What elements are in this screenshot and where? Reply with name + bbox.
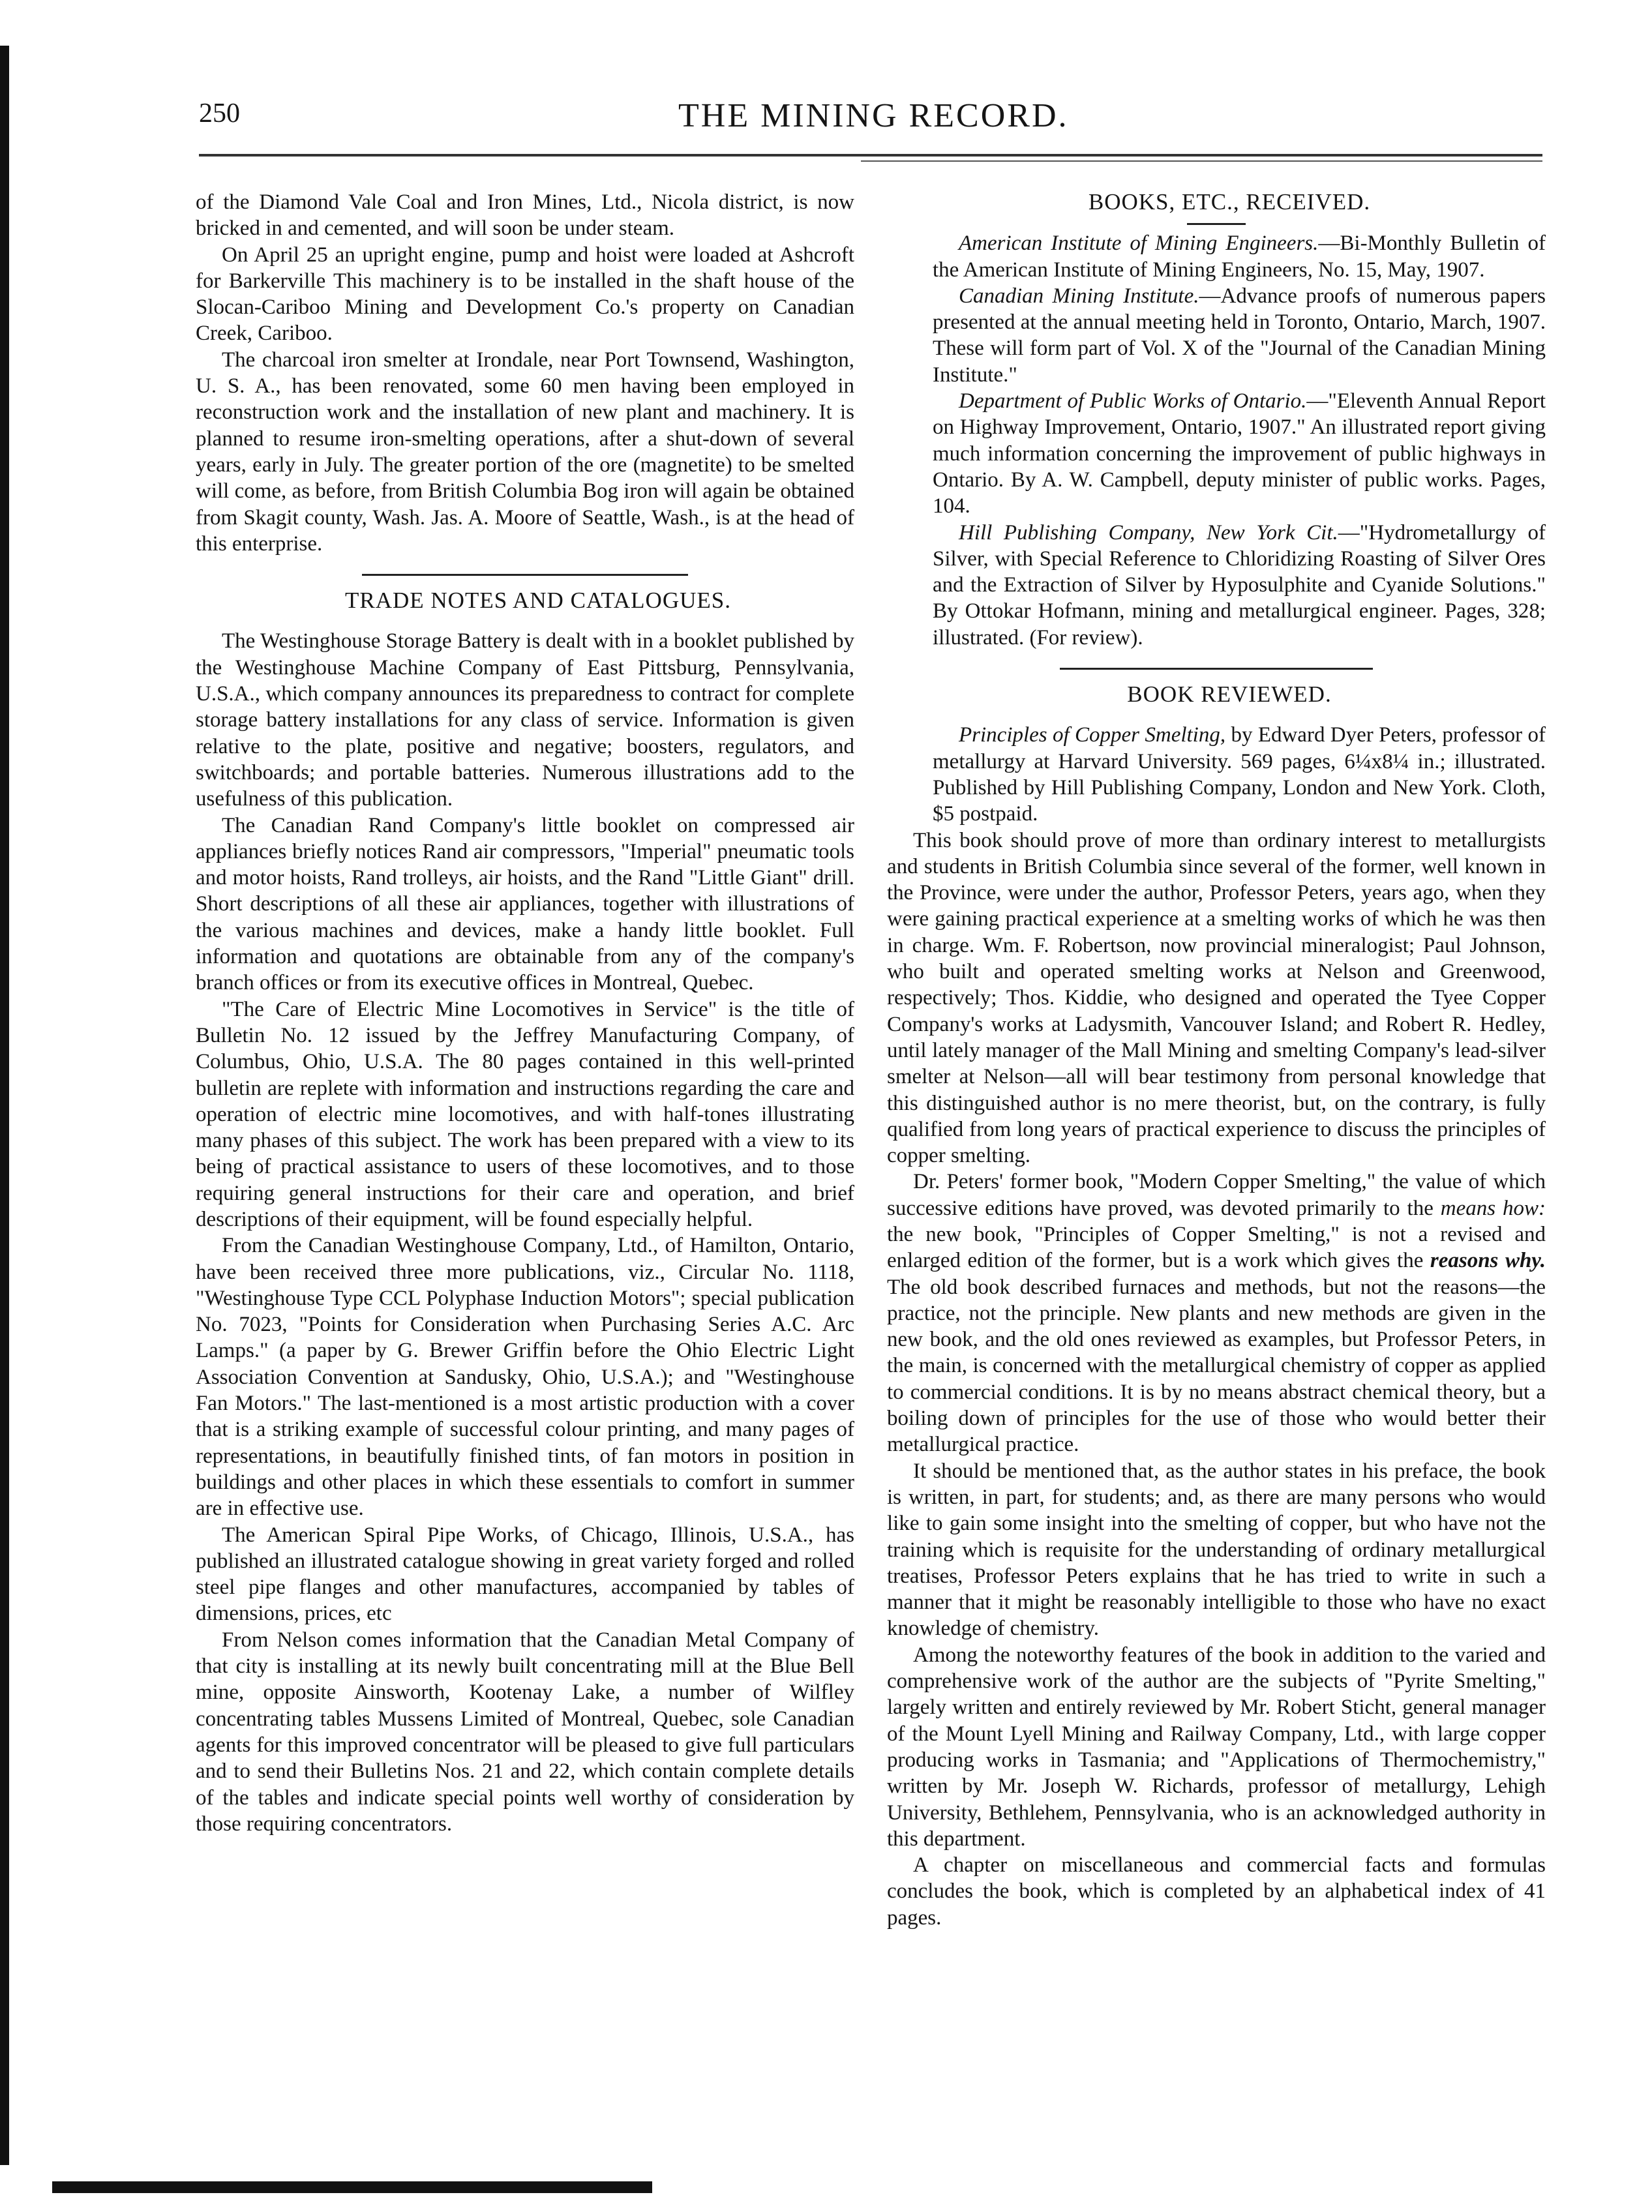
text-run: The old book described furnaces and methods, but not the reasons—the practice, not the principle. New plants and new methods are given in the new book, and the old ones reviewed as examples, but Professor Peters, in the main, is concerned with the metallurgical chemistry of copper as applied to commercial conditions. It is by no means abstract chemical theory, but a boiling down of principles for the use of those who would better their metallurgical practice. bbox=[887, 1275, 1546, 1457]
paragraph: of the Diamond Vale Coal and Iron Mines, Ltd., Nicola district, is now bricked in and cemented, and will soon be under steam. bbox=[196, 190, 854, 241]
paragraph: "The Care of Electric Mine Locomotives in Service" is the title of Bulletin No. 12 issued by the Jeffrey Manufacturing Company, of Columbus, Ohio, U.S.A. The 80 pages contained in this well-printed bulletin are replete with information and instructions regarding the care and operation of electric mine locomotives, and with half-tones illustrating many phases of this subject. The work has been prepared with a view to its being of practical assistance to users of these locomotives, and to those requiring general instructions for their care and operation, and brief descriptions of their equipment, will be found especially helpful. bbox=[196, 997, 854, 1231]
heading-rule bbox=[1187, 223, 1246, 225]
paragraph: From Nelson comes information that the Canadian Metal Company of that city is installing at its newly built concentrating mill at the Blue Bell mine, opposite Ainsworth, Kootenay Lake, a number of Wilfley concentrating tables Mussens Limited of Montreal, Quebec, sole Canadian agents for this improved concentrator will be pleased to give full particulars and to send their Bulletins Nos. 21 and 22, which contain complete details of the tables and indicate special points well worthy of consideration by those requiring concentrators. bbox=[196, 1628, 854, 1836]
journal-title: THE MINING RECORD. bbox=[678, 97, 1069, 134]
paragraph: The Westinghouse Storage Battery is dealt with in a booklet published by the Westinghouse Machine Company of East Pittsburg, Pennsylvania, U.S.A., which company announces its preparedness to contract for complete storage battery installations for any class of service. Information is given relative to the plate, positive and negative; boosters, regulators, and switchboards; and portable batteries. Numerous illustrations add to the usefulness of this publication. bbox=[196, 629, 854, 811]
book-entry-text: —Advance proofs of numerous papers presented at the annual meeting held in Toronto, Ontario, March, 1907. These will form part of Vol. X of the "Journal of the Canadian Mining Institute." bbox=[933, 284, 1546, 387]
page-number: 250 bbox=[199, 98, 240, 128]
section-heading-trade-notes: TRADE NOTES AND CATALOGUES. bbox=[345, 588, 731, 614]
text-run: Dr. Peters' former book, "Modern Copper Smelting," the value of which successive editions have proved, was devoted primarily to the bbox=[887, 1170, 1546, 1220]
spacer bbox=[196, 614, 854, 628]
paragraph: Among the noteworthy features of the book in addition to the varied and comprehensive work of the author are the subjects of "Pyrite Smelting," largely written and entirely reviewed by Mr. Robert Sticht, general manager of the Mount Lyell Mining and Railway Company, Ltd., with large copper producing works in Tasmania; and "Applications of Thermochemistry," written by Mr. Joseph W. Richards, professor of metallurgy, Lehigh University, Bethlehem, Pennsylvania, who is an acknowledged authority in this department. bbox=[887, 1643, 1546, 1851]
book-entry bbox=[887, 283, 1546, 388]
book-entry bbox=[887, 388, 1546, 519]
paragraph: The American Spiral Pipe Works, of Chicago, Illinois, U.S.A., has published an illustrated catalogue showing in great variety forged and rolled steel pipe flanges and other manufactures, accompanied by tables of dimensions, prices, etc bbox=[196, 1523, 854, 1626]
book-entry-title: Department of Public Works of Ontario. bbox=[959, 389, 1307, 413]
book-entry-text: —"Hydrometallurgy of Silver, with Special Reference to Chloridizing Roasting of Silver Ores and the Extraction of Silver by Hyposulphite and Cyanide Solutions." By Ottokar Hofmann, mining and metallurgical engineer. Pages, 328; illustrated. (For review). bbox=[933, 520, 1546, 650]
paragraph: This book should prove of more than ordinary interest to metallurgists and students in British Columbia since several of the former, well known in the Province, were under the author, Professor Peters, years ago, when they were gaining practical experience at a smelting works of which he was then in charge. Wm. F. Robertson, now provincial mineralogist; Paul Johnson, who built and operated smelting works at Nelson and Greenwood, respectively; Thos. Kiddie, who designed and operated the Tyee Copper Company's works at Ladysmith, Vancouver Island; and Robert R. Hedley, until lately manager of the Mall Mining and smelting Company's lead-silver smelter at Nelson—all will bear testimony from personal knowledge that this distinguished author is no mere theorist, but, on the contrary, is fully qualified from long years of practical experience to discuss the principles of copper smelting. bbox=[887, 828, 1546, 1168]
section-heading-books-received: BOOKS, ETC., RECEIVED. bbox=[1088, 189, 1371, 215]
paragraph bbox=[887, 1169, 1546, 1457]
left-column bbox=[196, 189, 854, 1837]
section-rule bbox=[362, 574, 688, 576]
spacer bbox=[887, 708, 1546, 722]
paragraph: The Canadian Rand Company's little booklet on compressed air appliances briefly notices Rand air compressors, "Imperial" pneumatic tools and motor hoists, Rand trolleys, air hoists, and the Rand "Little Giant" drill. Short descriptions of all these air appliances, together with illustrations of the various machines and devices, make a handy little booklet. Full information and quotations are obtainable from any of the company's branch offices or from its executive offices in Montreal, Quebec. bbox=[196, 813, 854, 995]
review-book-title: Principles of Copper Smelting, bbox=[959, 723, 1226, 747]
text-run: the new book, "Principles of Copper Smelting," is not a revised and enlarged edition of the former, but is a work which gives the bbox=[887, 1222, 1546, 1273]
book-entry-text: —Bi-Monthly Bulletin of the American Institute of Mining Engineers, No. 15, May, 1907. bbox=[933, 232, 1546, 282]
paragraph: On April 25 an upright engine, pump and hoist were loaded at Ashcroft for Barkerville This machinery is to be installed in the shaft house of the Slocan-Cariboo Mining and Development Co.'s property on Canadian Creek, Cariboo. bbox=[196, 243, 854, 346]
paragraph: A chapter on miscellaneous and commercial facts and formulas concludes the book, which is completed by an alphabetical index of 41 pages. bbox=[887, 1853, 1546, 1930]
section-rule bbox=[1060, 668, 1373, 670]
page-header bbox=[0, 0, 1652, 170]
scan-bottom-bar bbox=[52, 2181, 652, 2193]
book-entry-title: American Institute of Mining Engineers. bbox=[959, 232, 1319, 256]
book-entry-title: Canadian Mining Institute. bbox=[959, 284, 1199, 308]
emphasis: means how: bbox=[1440, 1196, 1546, 1220]
right-column bbox=[887, 189, 1546, 1931]
paragraph: From the Canadian Westinghouse Company, Ltd., of Hamilton, Ontario, have been received three more publications, viz., Circular No. 1118, "Westinghouse Type CCL Polyphase Induction Motors"; special publication No. 7023, "Points for Consideration when Purchasing Series A.C. Arc Lamps." (a paper by G. Brewer Griffin before the Ohio Electric Light Association Convention at Sandusky, Ohio, U.S.A.); and "Westinghouse Fan Motors." The last-mentioned is a most artistic production with a cover that is a striking example of successful colour printing, and many pages of representations, in beautifully finished tints, of fan motors in position in buildings and other places in which these essentials to comfort in summer are in effective use. bbox=[196, 1234, 854, 1521]
header-rule bbox=[199, 154, 1542, 157]
section-heading-book-reviewed: BOOK REVIEWED. bbox=[1127, 681, 1332, 708]
book-entry-title: Hill Publishing Company, New York Cit. bbox=[959, 520, 1338, 545]
review-citation-text: by Edward Dyer Peters, professor of metallurgy at Harvard University. 569 pages, 6¼x8¼ in.; illustrated. Published by Hill Publishing Company, London and New York. Cloth, $5 postpaid. bbox=[933, 723, 1546, 826]
book-entry bbox=[887, 520, 1546, 651]
review-citation bbox=[887, 722, 1546, 827]
book-entry bbox=[887, 230, 1546, 283]
paragraph: It should be mentioned that, as the author states in his preface, the book is written, in part, for students; and, as there are many persons who would like to gain some insight into the smelting of copper, but who have not the training which is requisite for the understanding of ordinary metallurgical treatises, Professor Peters explains that he has tried to write in such a manner that it might be reasonably intelligible to those who have no exact knowledge of chemistry. bbox=[887, 1459, 1546, 1641]
emphasis: reasons why. bbox=[1430, 1249, 1546, 1273]
book-entry-text: —"Eleventh Annual Report on Highway Improvement, Ontario, 1907." An illustrated report giving much information concerning the improvement of public highways in Ontario. By A. W. Campbell, deputy minister of public works. Pages, 104. bbox=[933, 389, 1546, 518]
scan-edge-bar bbox=[0, 46, 9, 2165]
paragraph: The charcoal iron smelter at Irondale, near Port Townsend, Washington, U. S. A., has been renovated, some 60 men having been employed in reconstruction work and the installation of new plant and machinery. It is planned to resume iron-smelting operations, after a shut-down of several years, early in July. The greater portion of the ore (magnetite) to be smelted will come, as before, from British Columbia Bog iron will again be obtained from Skagit county, Wash. Jas. A. Moore of Seattle, Wash., is at the head of this enterprise. bbox=[196, 348, 854, 556]
header-rule-secondary bbox=[861, 160, 1542, 162]
